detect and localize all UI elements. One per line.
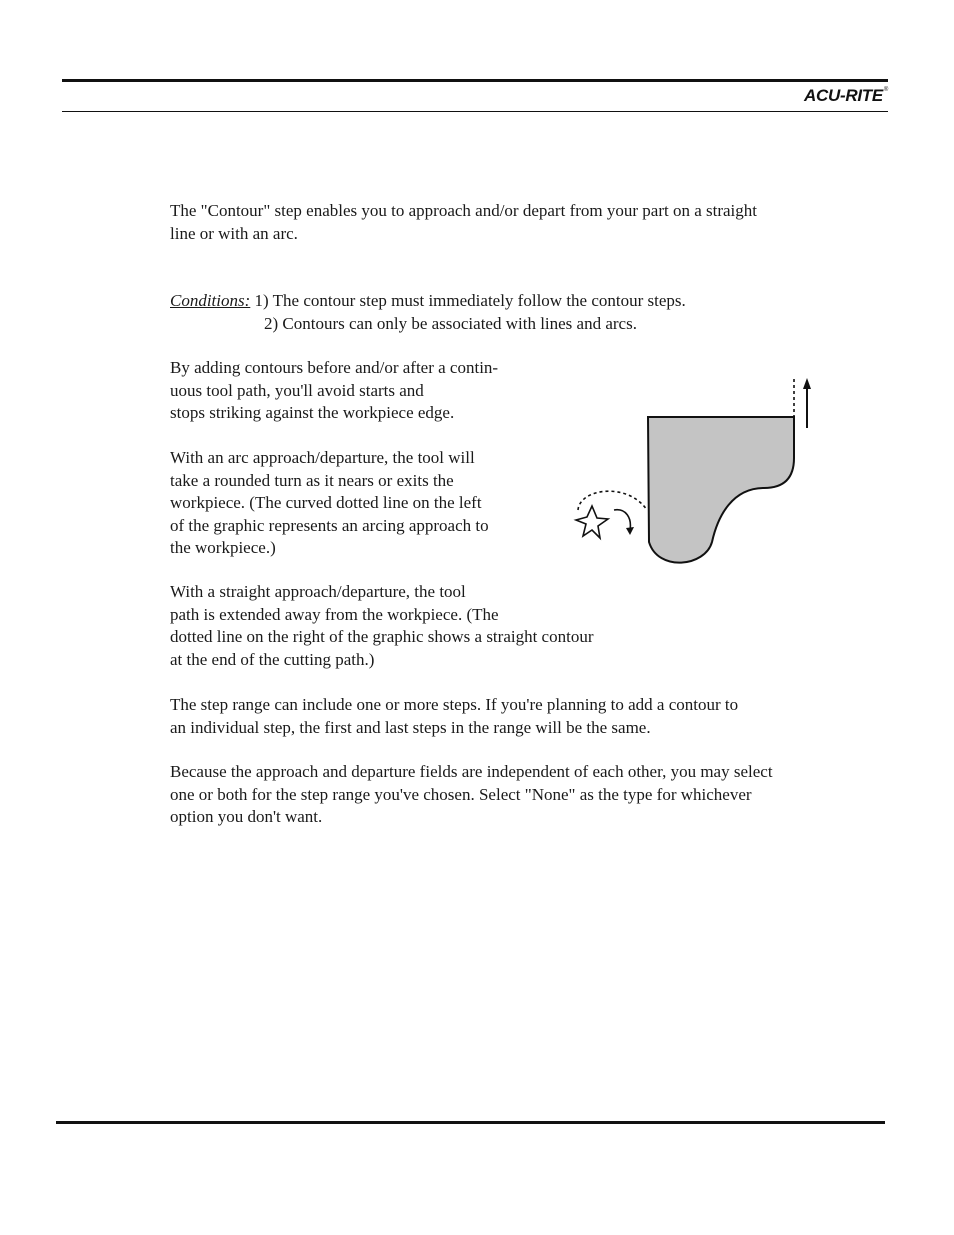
text-line: take a rounded turn as it nears or exits the <box>170 470 454 490</box>
departure-arrow-head <box>803 378 811 389</box>
conditions-paragraph <box>170 290 870 335</box>
registered-mark: ® <box>883 87 888 94</box>
text-line: uous tool path, you'll avoid starts and <box>170 380 424 400</box>
text-line: workpiece. (The curved dotted line on the left <box>170 493 482 512</box>
straight-approach-paragraph <box>170 581 670 671</box>
text-line: The "Contour" step enables you to approach and/or depart from your part on a straight <box>170 201 757 220</box>
brand-logo <box>804 86 888 106</box>
step-range-paragraph <box>170 694 850 739</box>
condition-2: 2) Contours can only be associated with lines and arcs. <box>264 313 637 333</box>
text-line: line or with an arc. <box>170 223 298 243</box>
arc-approach-line <box>578 491 647 510</box>
rotation-arrow-head <box>626 527 634 535</box>
footer-rule <box>56 1121 885 1124</box>
text-line: at the end of the cutting path.) <box>170 649 375 669</box>
rotation-arrow <box>614 510 630 530</box>
workpiece-shape <box>648 417 794 563</box>
text-line: By adding contours before and/or after a contin- <box>170 358 499 377</box>
conditions-label: Conditions: <box>170 291 251 310</box>
text-line: an individual step, the first and last steps in the range will be the same. <box>170 717 651 737</box>
text-line: Because the approach and departure fields are independent of each other, you may select <box>170 762 773 781</box>
text-line: option you don't want. <box>170 807 323 826</box>
text-line: one or both for the step range you've chosen. Select "None" as the type for whichever <box>170 784 752 804</box>
text-line: With an arc approach/departure, the tool will <box>170 448 475 467</box>
independent-fields-paragraph <box>170 761 860 829</box>
contour-path-icon <box>568 370 818 570</box>
arc-approach-paragraph <box>170 447 550 560</box>
text-line: With a straight approach/departure, the tool <box>170 582 466 601</box>
cutter-tool-icon <box>576 506 608 538</box>
text-line: the workpiece.) <box>170 538 276 557</box>
adding-contours-paragraph <box>170 357 550 425</box>
condition-1: 1) The contour step must immediately follow the contour steps. <box>250 291 686 310</box>
header-rule-thick <box>62 79 888 82</box>
header-rule-thin <box>62 111 888 112</box>
text-line: The step range can include one or more steps. If you're planning to add a contour to <box>170 695 739 714</box>
brand-name: ACU-RITE <box>804 86 883 105</box>
text-line: of the graphic represents an arcing approach to <box>170 515 489 535</box>
text-line: dotted line on the right of the graphic shows a straight contour <box>170 627 594 646</box>
intro-paragraph <box>170 200 850 245</box>
text-line: path is extended away from the workpiece. (The <box>170 604 499 624</box>
contour-diagram <box>568 370 818 570</box>
text-line: stops striking against the workpiece edge. <box>170 403 455 422</box>
